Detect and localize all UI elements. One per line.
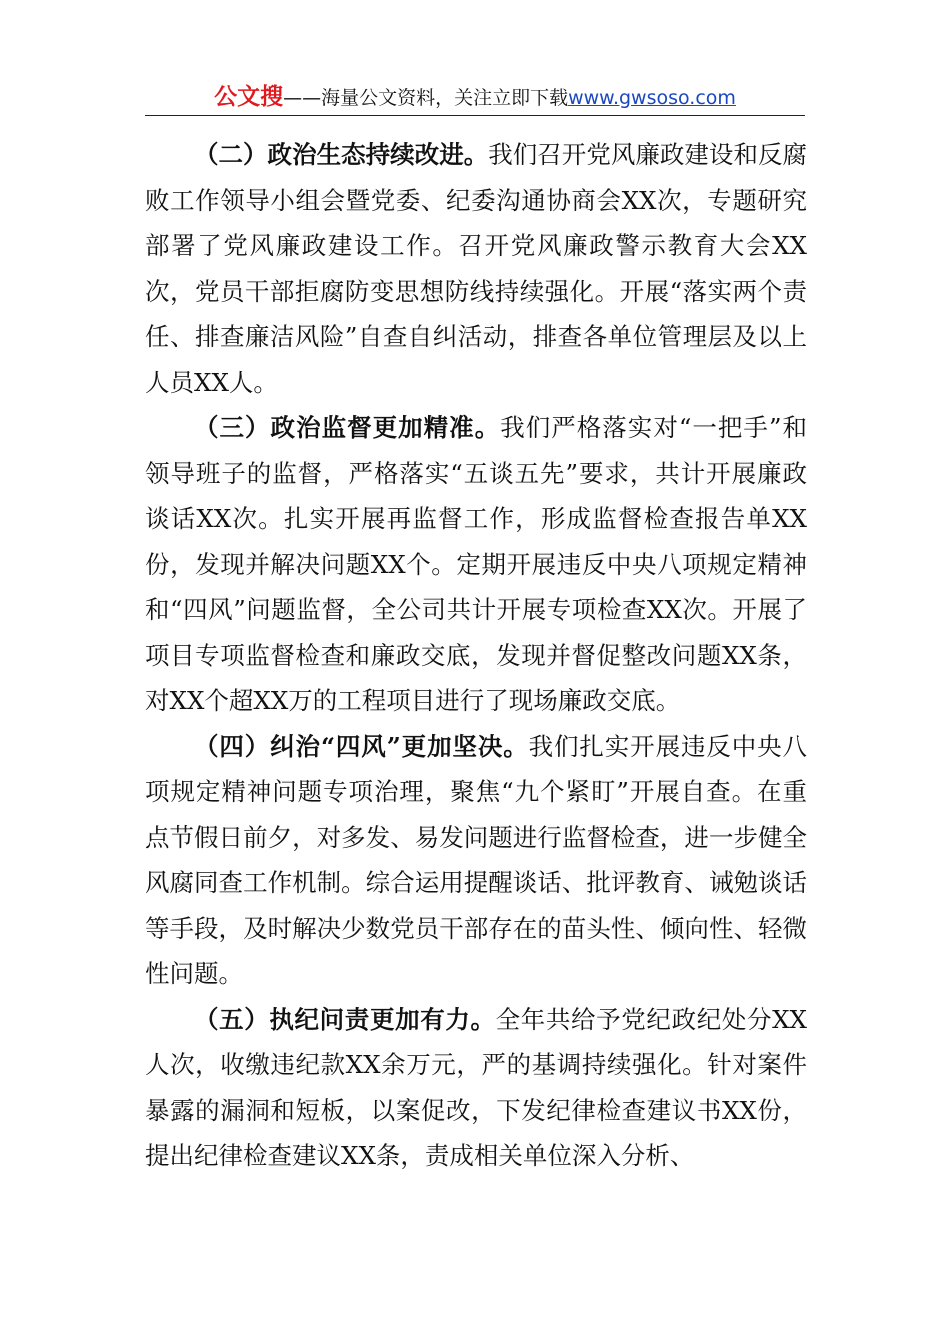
paragraph-4 [145,724,807,997]
paragraph-heading: （三）政治监督更加精准。 [194,413,501,442]
paragraph-heading: （二）政治生态持续改进。 [194,140,489,169]
paragraph-3 [145,405,807,724]
paragraph-heading: （四）纠治“四风”更加坚决。 [194,731,529,761]
paragraph-text: 我们扎实开展违反中央八项规定精神问题专项治理，聚焦“九个紧盯”开展自查。在重点节假日前夕，对多发、易发问题进行监督检查，进一步健全风腐同查工作机制。综合运用提醒谈话、批评教育、诫勉谈话等手段，及时解决少数党员干部存在的苗头性、倾向性、轻微性问题。 [145,731,808,988]
header-tagline: ——海量公文资料，关注立即下载 [283,87,569,109]
paragraph-5 [145,997,807,1179]
header-divider [145,115,805,116]
paragraph-text: 我们严格落实对“一把手”和领导班子的监督，严格落实“五谈五先”要求，共计开展廉政谈话XX次。扎实开展再监督工作，形成监督检查报告单XX份，发现并解决问题XX个。定期开展违反中央八项规定精神和“四风”问题监督，全公司共计开展专项检查XX次。开展了项目专项监督检查和廉政交底，发现并督促整改问题XX条，对XX个超XX万的工程项目进行了现场廉政交底。 [145,413,807,715]
site-link[interactable]: www.gwsoso.com [568,87,736,109]
page-header [145,80,805,116]
document-body [145,132,807,1179]
paragraph-heading: （五）执纪问责更加有力。 [194,1004,496,1034]
paragraph-text: 我们召开党风廉政建设和反腐败工作领导小组会暨党委、纪委沟通协商会XX次，专题研究部署了党风廉政建设工作。召开党风廉政警示教育大会XX次，党员干部拒腐防变思想防线持续强化。开展“落实两个责任、排查廉洁风险”自查自纠活动，排查各单位管理层及以上人员XX人。 [145,140,807,397]
paragraph-text: 全年共给予党纪政纪处分XX人次，收缴违纪款XX余万元，严的基调持续强化。针对案件暴露的漏洞和短板，以案促改，下发纪律检查建议书XX份，提出纪律检查建议XX条，责成相关单位深入分析、 [145,1004,807,1170]
paragraph-2 [145,132,807,405]
brand-logo-text: 公文搜 [214,84,284,110]
